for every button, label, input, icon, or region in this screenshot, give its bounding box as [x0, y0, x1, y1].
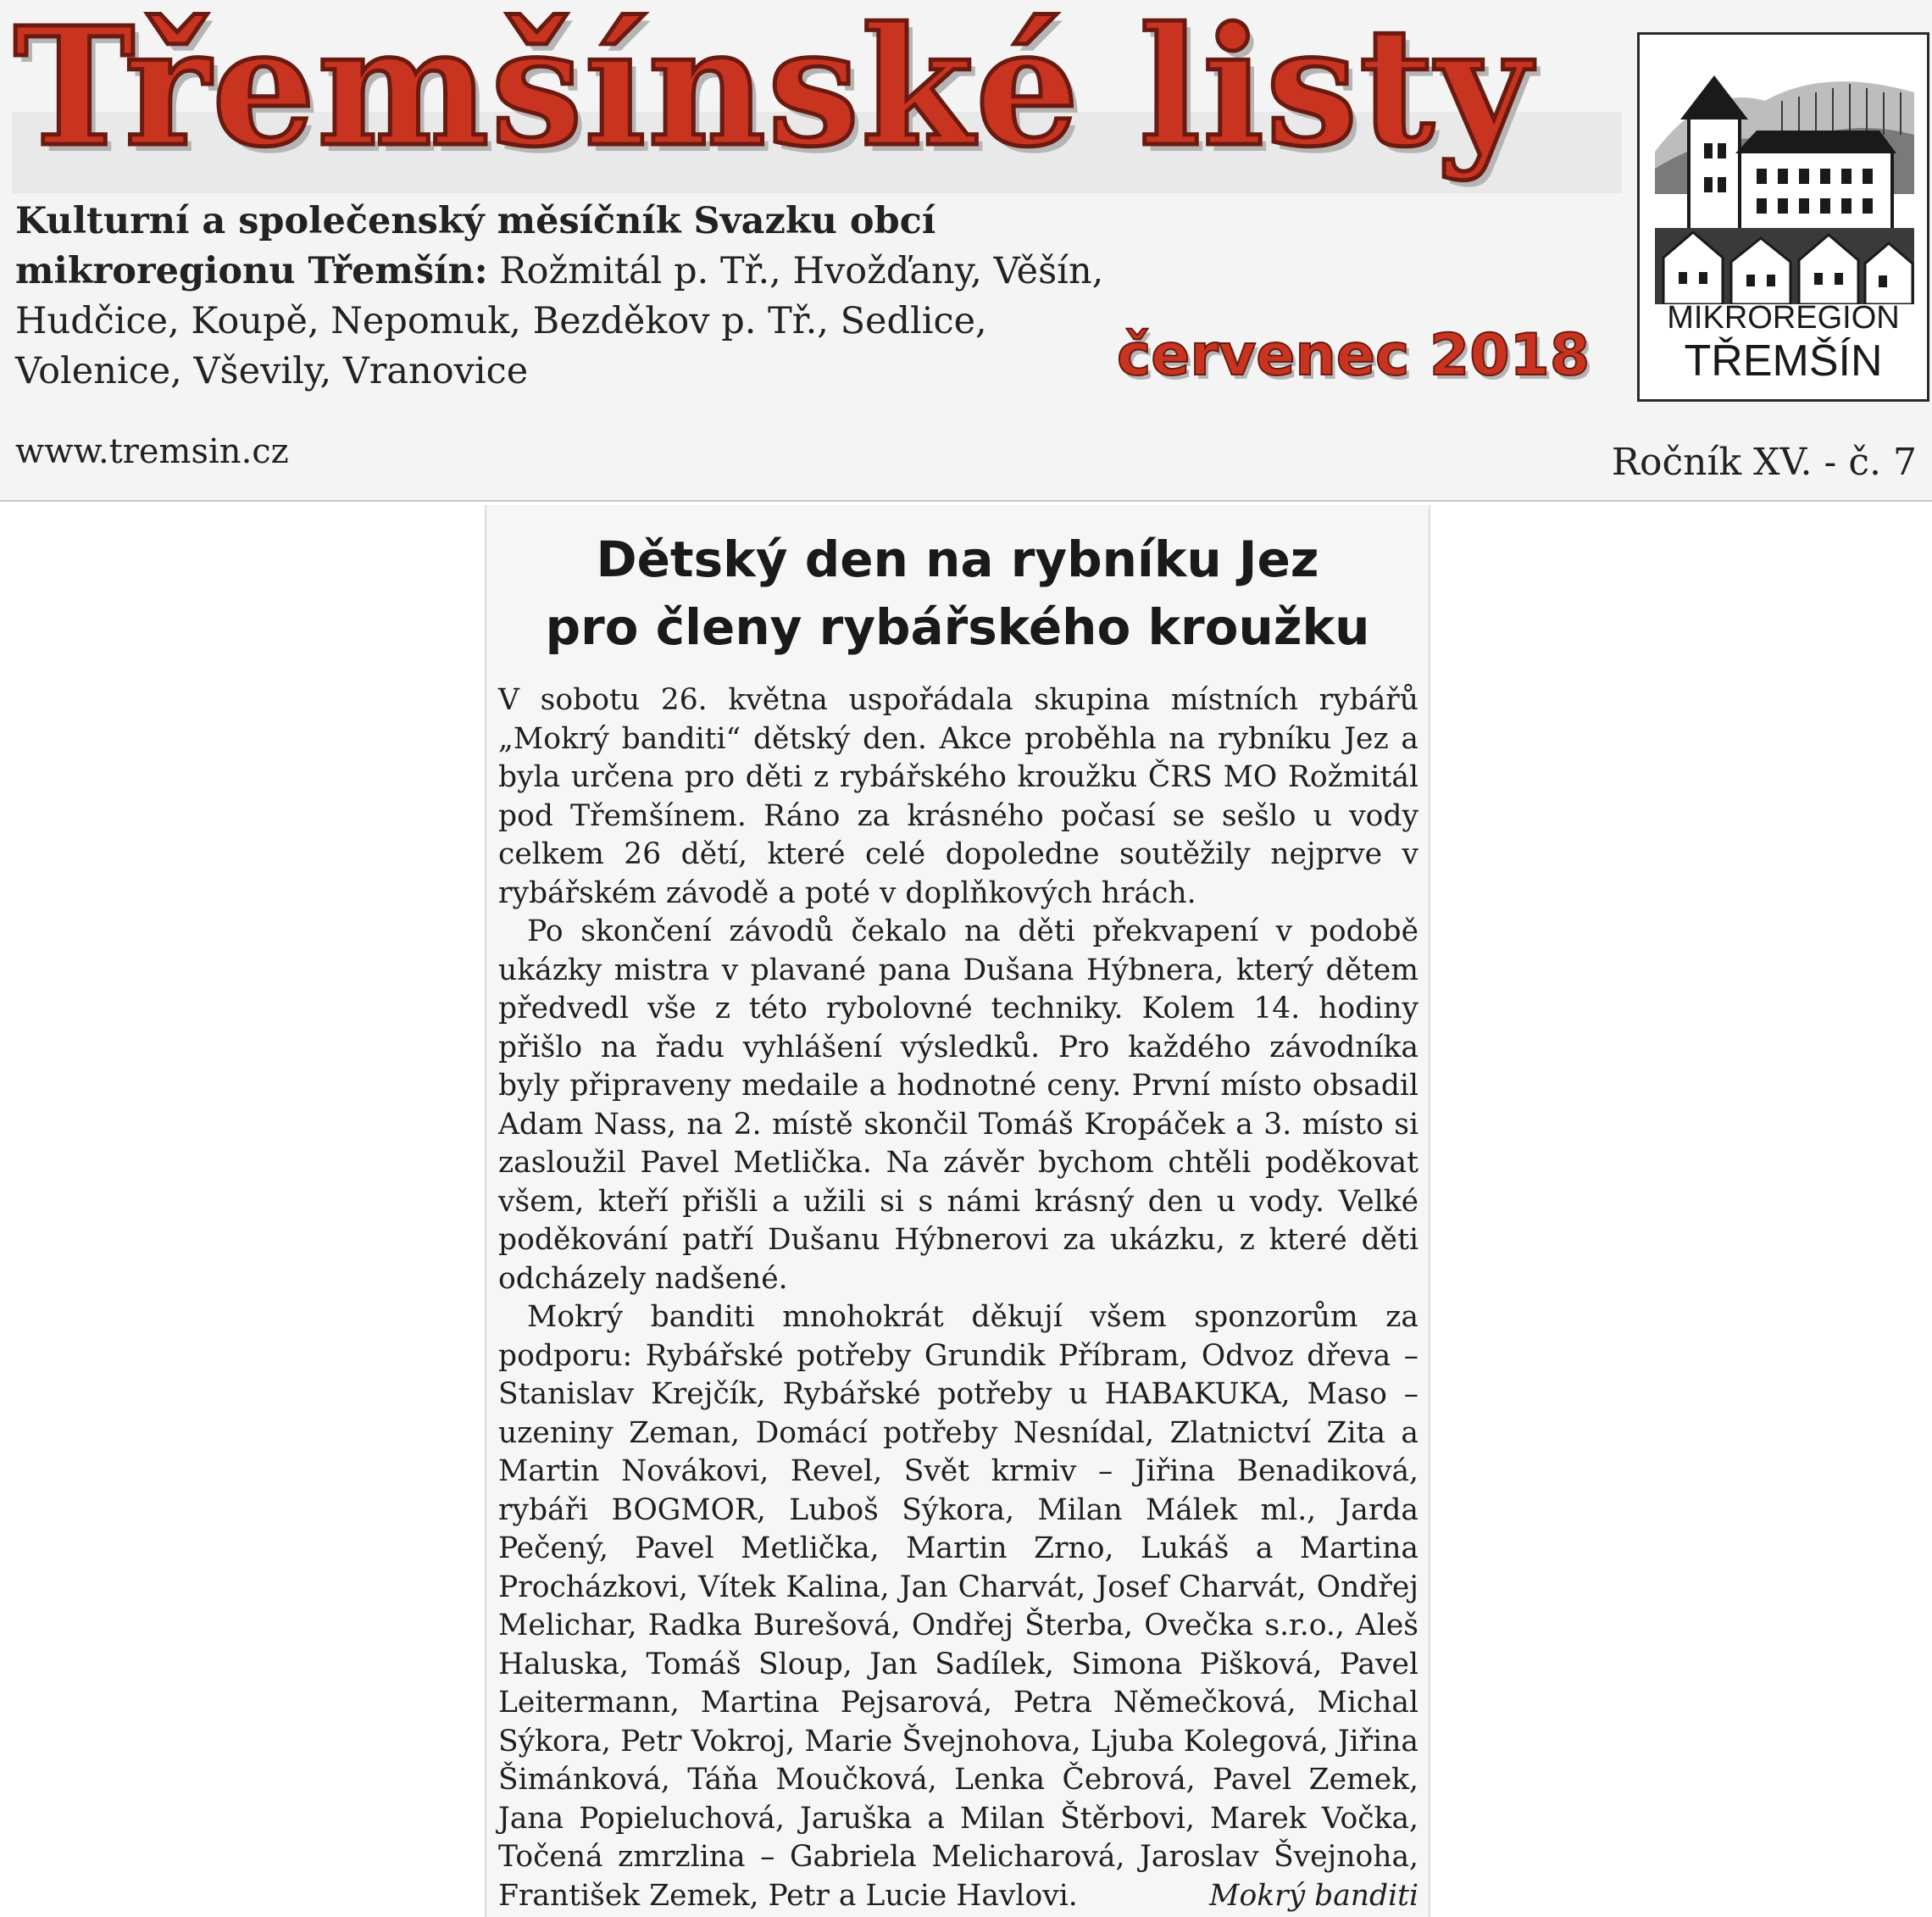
article-body: [498, 681, 1418, 1915]
castle-illustration-icon: [1655, 50, 1914, 304]
mikroregion-logo: [1637, 32, 1929, 402]
masthead: [0, 0, 1932, 502]
article-paragraph: [498, 1298, 1418, 1915]
article-signature: Mokrý banditi: [1209, 1878, 1418, 1913]
issue-month: červenec 2018: [1117, 322, 1591, 389]
newspaper-subtitle: [15, 197, 1117, 397]
newspaper-title: Třemšínské listy: [14, 0, 1533, 183]
article-headline: [486, 525, 1429, 661]
headline-line-2: pro členy rybářského kroužku: [545, 598, 1370, 656]
volume-number: Ročník XV. - č. 7: [1611, 441, 1917, 484]
logo-text-tremsin: TŘEMŠÍN: [1684, 336, 1883, 386]
paragraph-text: Mokrý banditi mnohokrát děkují všem sponzorům za podporu: Rybářské potřeby Grundik Příbram, Odvoz dřeva – Stanislav Krejčík, Rybářské potřeby u HABAKUKA, Maso – uzeniny Zeman, Domácí potřeby Nesnídal, Zlatnictví Zita a Martin Novákovi, Revel, Svět krmiv – Jiřina Benadiková, rybáři BOGMOR, Luboš Sýkora, Milan Málek ml., Jarda Pečený, Pavel Metlička, Martin Zrno, Lukáš a Martina Procházkovi, Vítek Kalina, Jan Charvát, Josef Charvát, Ondřej Melichar, Radka Burešová, Ondřej Šterba, Ovečka s.r.o., Aleš Haluska, Tomáš Sloup, Jan Sadílek, Simona Pišková, Pavel Leitermann, Martina Pejsarová, Petra Němečková, Michal Sýkora, Petr Vokroj, Marie Švejnohova, Ljuba Kolegová, Jiřina Šimánková, Táňa Moučková, Lenka Čebrová, Pavel Zemek, Jana Popieluchová, Jaruška a Milan Štěrbovi, Marek Vočka, Točená zmrzlina – Gabriela Melicharová, Jaroslav Švejnoha, František Zemek, Petr a Lucie Havlovi.: [498, 1300, 1418, 1913]
website-url: www.tremsin.cz: [15, 432, 289, 471]
logo-text-mikroregion: MIKROREGION: [1667, 300, 1900, 336]
article-paragraph: Po skončení závodů čekalo na děti překvapení v podobě ukázky mistra v plavané pana Dušana Hýbnera, který dětem předvedl vše z této rybolovné techniky. Kolem 14. hodiny přišlo na řadu vyhlášení výsledků. Pro každého závodníka byly připraveny medaile a hodnotné ceny. První místo obsadil Adam Nass, na 2. místě skončil Tomáš Kropáček a 3. místo si zasloužil Pavel Metlička. Na závěr bychom chtěli poděkovat všem, kteří přišli a užili si s námi krásný den u vody. Velké poděkování patří Dušanu Hýbnerovi za ukázku, z které děti odcházely nadšené.: [498, 914, 1418, 1296]
subtitle-bold: Kulturní a společenský měsíčník Svazku obcí mikroregionu Třemšín:: [15, 200, 936, 292]
headline-line-1: Dětský den na rybníku Jez: [596, 531, 1319, 588]
article: [485, 505, 1430, 1917]
article-paragraph: V sobotu 26. května uspořádala skupina místních rybářů „Mokrý banditi“ dětský den. Akce proběhla na rybníku Jez a byla určena pro děti z rybářského kroužku ČRS MO Rožmitál pod Třemšínem. Ráno za krásného počasí se sešlo u vody celkem 26 dětí, které celé dopoledne soutěžily nejprve v rybářském závodě a poté v doplňkových hrách.: [498, 683, 1418, 910]
subtitle-municipalities: Rožmitál p. Tř., Hvožďany, Věšín, Hudčice, Koupě, Nepomuk, Bezděkov p. Tř., Sedlice, Volenice, Vševily, Vranovice: [15, 250, 1104, 392]
